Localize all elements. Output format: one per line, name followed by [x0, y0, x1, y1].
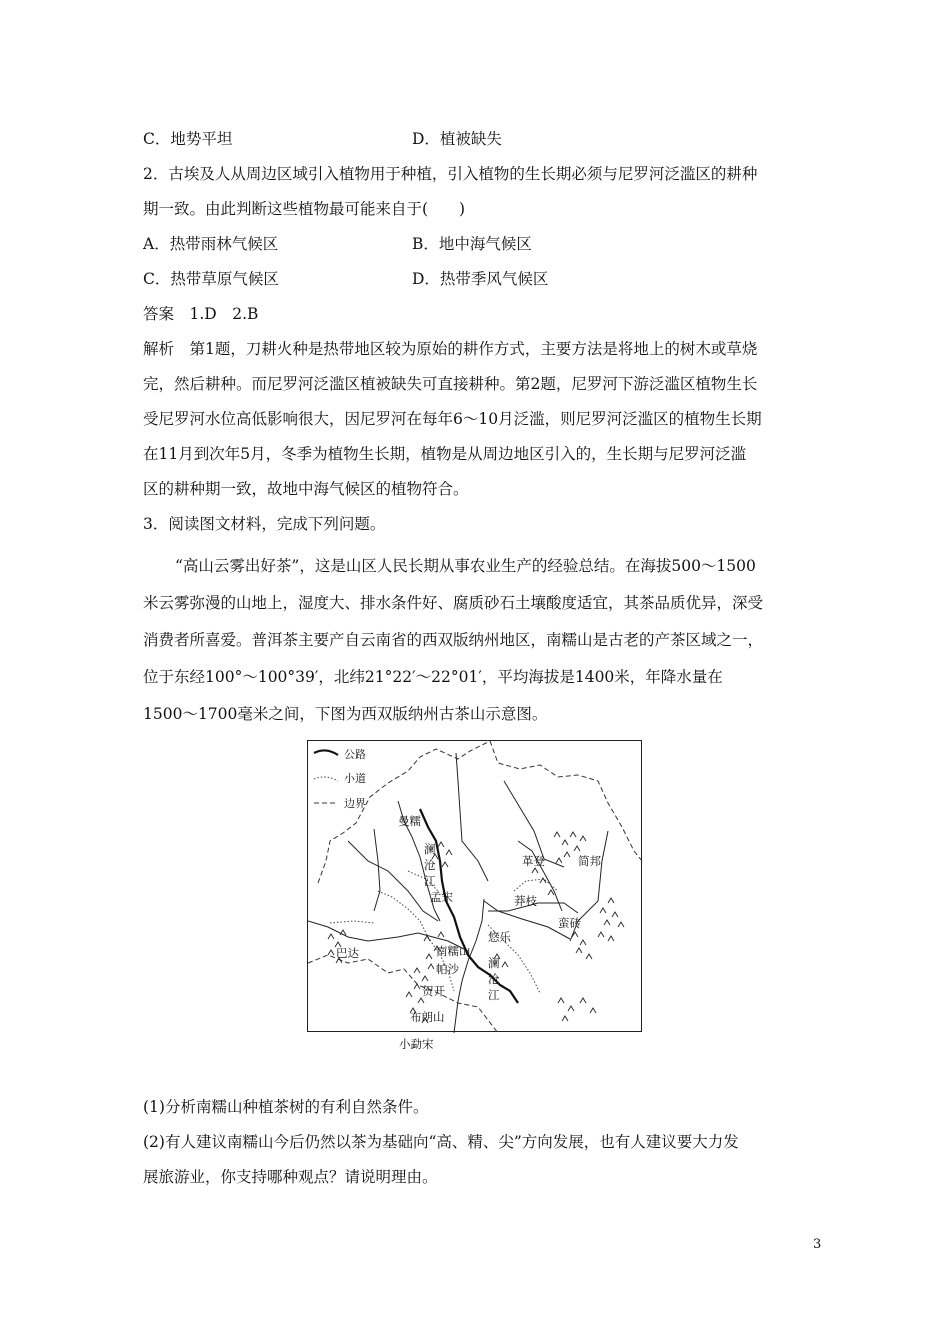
label-mannuo: 曼糯: [398, 814, 421, 828]
label-pasha: 帕沙: [436, 962, 459, 976]
map-canvas: [308, 741, 643, 1033]
border-east: [490, 741, 642, 861]
label-nannuoshan: 南糯山: [436, 944, 471, 958]
road-central: [456, 753, 488, 881]
legend-road-symbol: [314, 750, 338, 755]
answer-line: 答案 1.D 2.B: [143, 305, 259, 323]
analysis-line-4: 在11月到次年5月，冬季为植物生长期，植物是从周边地区引入的，生长期与尼罗河泛滥: [143, 445, 747, 463]
trail-nannuo: [378, 891, 454, 991]
label-gedeng: 革登: [522, 854, 545, 868]
page-number: 3: [813, 1237, 822, 1252]
border-south: [308, 955, 498, 1033]
label-manzhuan: 蛮砖: [558, 916, 581, 930]
q3-sub2-line1: (2)有人建议南糯山今后仍然以茶为基础向“高、精、尖”方向发展，也有人建议要大力发: [143, 1133, 739, 1151]
label-lancang-lower-1: 澜: [488, 956, 500, 970]
q3-sub2-line2: 展旅游业，你支持哪种观点？请说明理由。: [143, 1168, 438, 1186]
label-bada: 巴达: [336, 946, 359, 960]
road-north-1: [374, 829, 380, 911]
legend-trail-symbol: [314, 777, 338, 781]
analysis-line-2: 完，然后耕种。而尼罗河泛滥区植被缺失可直接耕种。第2题，尼罗河下游泛滥区植物生长: [143, 375, 758, 393]
label-mengsong: 孟宋: [430, 890, 453, 904]
border-north: [318, 741, 490, 883]
q3-sub1: (1)分析南糯山种植茶树的有利自然条件。: [143, 1098, 429, 1116]
label-lancang-upper-2: 沧: [424, 858, 436, 872]
label-xiaomengsong-visible: 小勐宋: [399, 1037, 434, 1051]
q3-title: 3．阅读图文材料，完成下列问题。: [143, 515, 386, 533]
q3-material-line-4: 位于东经100°～100°39′，北纬21°22′～22°01′，平均海拔是1400米，年降水量在: [143, 668, 723, 686]
label-youle: 悠乐: [488, 930, 511, 944]
legend-border-label: 边界: [344, 797, 366, 810]
q2-stem-line2: 期一致。由此判断这些植物最可能来自于( ): [143, 200, 466, 218]
q2-option-d: D．热带季风气候区: [412, 270, 549, 288]
tea-mountain-map: [307, 740, 642, 1032]
q2-option-a: A．热带雨林气候区: [143, 235, 279, 253]
q3-material-line-5: 1500～1700毫米之间，下图为西双版纳州古茶山示意图。: [143, 705, 548, 723]
q1-option-c: C．地势平坦: [143, 130, 233, 148]
analysis-line-1: 解析 第1题，刀耕火种是热带地区较为原始的耕作方式，主要方法是将地上的树木或草烧: [143, 340, 758, 358]
q3-material-line-1: “高山云雾出好茶”，这是山区人民长期从事农业生产的经验总结。在海拔500～1500: [175, 557, 756, 575]
trail-bada: [330, 921, 374, 923]
q2-option-c: C．热带草原气候区: [143, 270, 279, 288]
lancang-river-road: [420, 809, 518, 1003]
label-lancang-lower-3: 江: [488, 988, 500, 1002]
analysis-line-5: 区的耕种期一致，故地中海气候区的植物符合。: [143, 480, 469, 498]
q2-option-b: B．地中海气候区: [412, 235, 532, 253]
analysis-line-3: 受尼罗河水位高低影响很大，因尼罗河在每年6～10月泛滥，则尼罗河泛滥区的植物生长期: [143, 410, 762, 428]
trail-manzhuan: [514, 879, 558, 891]
label-lancang-lower-2: 沧: [488, 972, 500, 986]
q3-material-line-3: 消费者所喜爱。普洱茶主要产自云南省的西双版纳州地区，南糯山是古老的产茶区域之一，: [143, 631, 764, 649]
q2-stem-line1: 2．古埃及人从周边区域引入植物用于种植，引入植物的生长期必须与尼罗河泛滥区的耕种: [143, 165, 758, 183]
q1-option-d: D．植被缺失: [412, 130, 502, 148]
label-lancang-upper-3: 江: [424, 874, 436, 888]
label-mangzhi: 莽枝: [514, 894, 537, 908]
label-bulangshan: 布朗山: [410, 1010, 445, 1024]
q3-material-line-2: 米云雾弥漫的山地上，湿度大、排水条件好、腐质砂石土壤酸度适宜，其茶品质优异，深受: [143, 594, 764, 612]
legend-road-label: 公路: [344, 748, 366, 761]
label-jianbang: 简邦: [578, 854, 601, 868]
legend-trail-label: 小道: [344, 772, 366, 785]
label-lancang-upper-1: 澜: [424, 842, 436, 856]
label-hekai: 贺开: [422, 984, 445, 998]
